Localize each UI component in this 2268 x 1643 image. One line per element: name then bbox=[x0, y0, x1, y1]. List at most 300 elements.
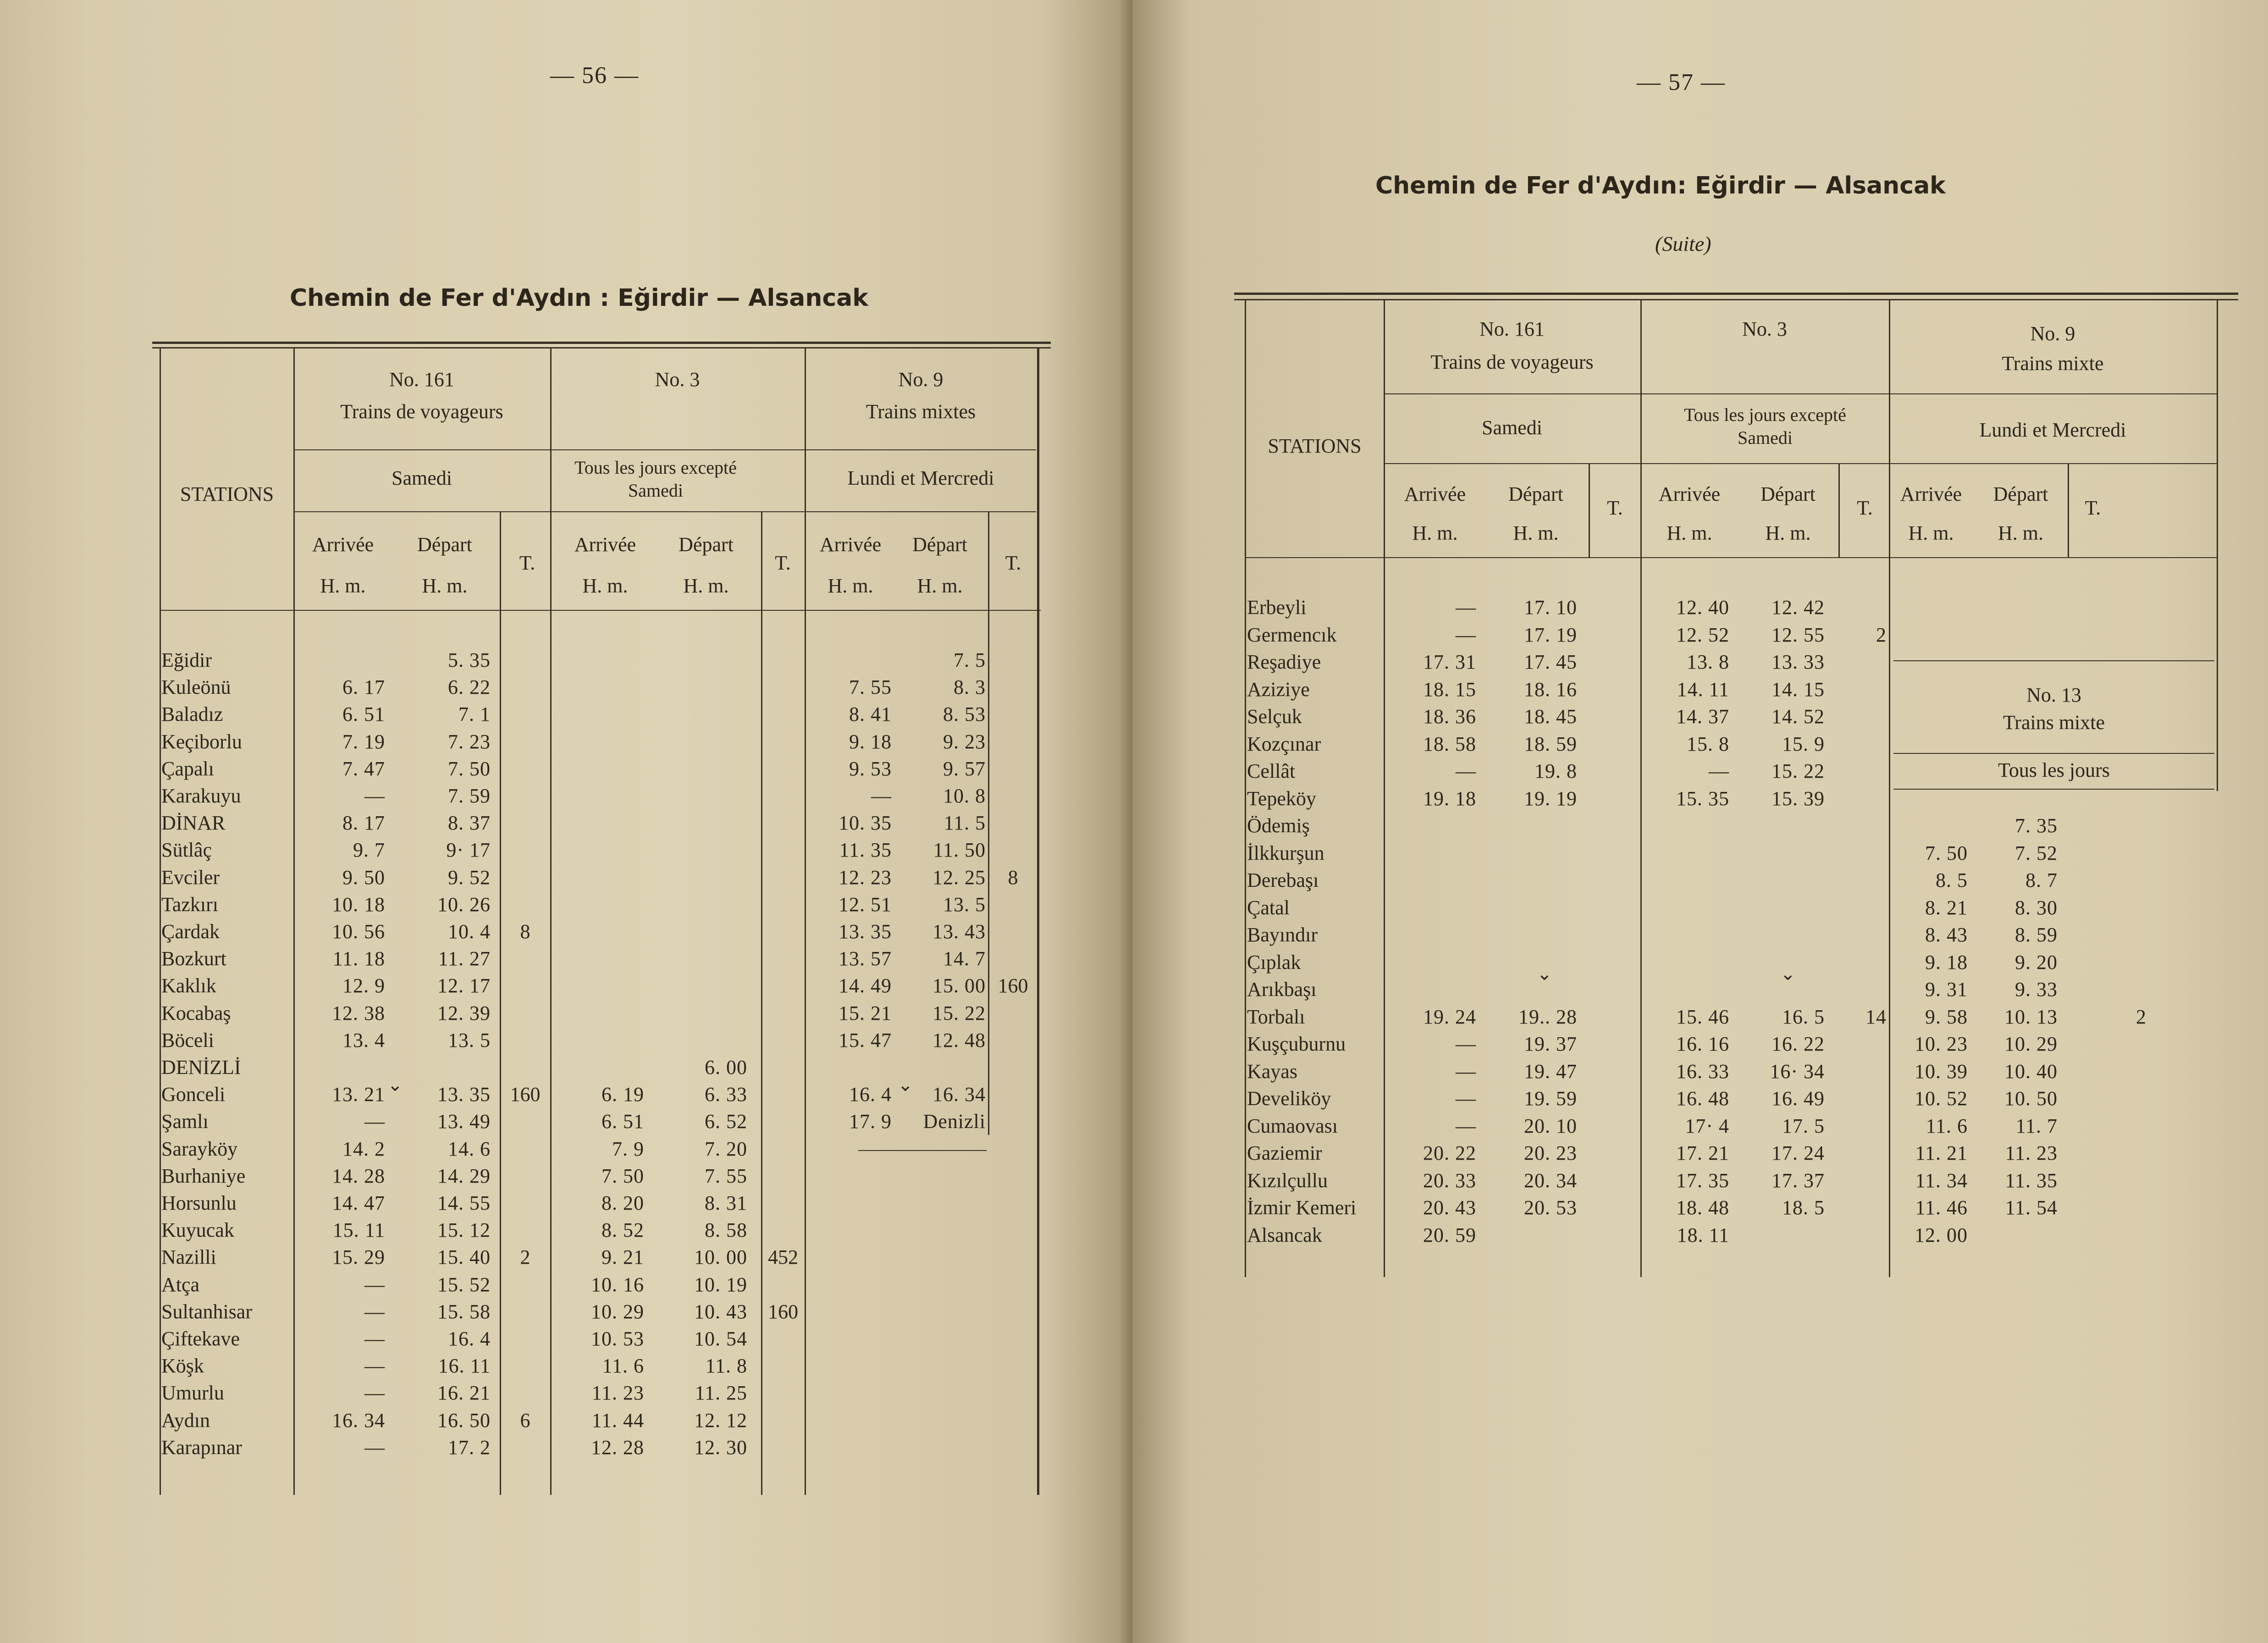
departure-time: 9· 17 bbox=[446, 839, 491, 862]
arrival-time: — bbox=[1456, 596, 1476, 619]
station-name: Selçuk bbox=[1247, 705, 1302, 728]
arrival-time: 10. 29 bbox=[591, 1300, 644, 1323]
departure-time: 12. 48 bbox=[933, 1029, 986, 1051]
dep-header: Départ bbox=[1993, 483, 2048, 505]
arr-header: Arrivée bbox=[312, 533, 374, 556]
station-name: Eğidir bbox=[161, 649, 212, 671]
arrival-time: 17· 4 bbox=[1685, 1114, 1729, 1137]
departure-time: 12. 17 bbox=[437, 974, 491, 997]
departure-time: 14. 52 bbox=[1771, 705, 1825, 728]
col-line bbox=[1384, 300, 1385, 1277]
departure-time: 11. 54 bbox=[2005, 1196, 2058, 1219]
departure-time: 16. 50 bbox=[437, 1409, 491, 1432]
departure-time: 8. 30 bbox=[2015, 896, 2058, 919]
rule bbox=[1893, 660, 2214, 661]
departure-time: 16. 11 bbox=[438, 1355, 491, 1377]
down-arrow-icon: ⌄ bbox=[1537, 963, 1552, 984]
hm-header: H. m. bbox=[320, 575, 366, 597]
arrival-time: 20. 33 bbox=[1423, 1169, 1476, 1192]
arrival-time: 18. 15 bbox=[1423, 678, 1476, 701]
arrival-time: 7. 50 bbox=[601, 1164, 644, 1187]
arrival-time: 8. 5 bbox=[1936, 869, 1968, 891]
arrival-time: 15. 21 bbox=[839, 1001, 892, 1024]
arrival-time: — bbox=[871, 785, 892, 807]
departure-time: 14. 29 bbox=[437, 1164, 491, 1187]
train-13-number: No. 13 bbox=[2026, 684, 2081, 706]
departure-time: 18. 45 bbox=[1524, 705, 1577, 728]
departure-time: 9. 52 bbox=[448, 866, 491, 889]
down-arrow-icon: ⌄ bbox=[898, 1074, 913, 1095]
arrival-time: — bbox=[364, 1273, 385, 1296]
arrival-time: 10. 39 bbox=[1915, 1060, 1968, 1083]
station-name: Evciler bbox=[161, 866, 220, 889]
arrival-time: — bbox=[1456, 1087, 1476, 1110]
col-line bbox=[500, 511, 501, 1495]
station-name: Bayındır bbox=[1247, 924, 1318, 946]
departure-time: 16. 5 bbox=[1782, 1005, 1825, 1028]
arrival-time: 6. 51 bbox=[601, 1110, 644, 1133]
station-name: Arıkbaşı bbox=[1247, 978, 1317, 1001]
station-name: Çiftekave bbox=[161, 1328, 240, 1350]
departure-time: 17. 45 bbox=[1524, 651, 1577, 673]
arrival-time: 12. 51 bbox=[839, 893, 892, 916]
departure-time: 10. 50 bbox=[2004, 1087, 2058, 1110]
days-lundi-mercredi: Lundi et Mercredi bbox=[847, 467, 994, 489]
departure-time: 12. 39 bbox=[437, 1001, 491, 1024]
arrival-time: 13. 57 bbox=[839, 947, 892, 970]
departure-time: 16. 22 bbox=[1771, 1033, 1825, 1055]
arrival-time: 9. 31 bbox=[1925, 978, 1968, 1001]
departure-time: 8. 53 bbox=[943, 703, 986, 726]
departure-time: 13. 5 bbox=[943, 893, 986, 916]
hm-header: H. m. bbox=[1998, 522, 2043, 544]
departure-time: 15. 00 bbox=[933, 974, 986, 997]
col-line bbox=[160, 349, 161, 1495]
departure-time: 18. 5 bbox=[1782, 1196, 1825, 1219]
departure-time: 17. 5 bbox=[1782, 1114, 1825, 1137]
arrival-time: 17. 9 bbox=[849, 1110, 892, 1133]
stations-header: STATIONS bbox=[1268, 435, 1362, 457]
station-name: Tazkırı bbox=[161, 893, 218, 916]
arrival-time: 18. 58 bbox=[1423, 732, 1476, 755]
station-name: Karakuyu bbox=[161, 785, 241, 807]
arrival-time: 18. 11 bbox=[1677, 1223, 1729, 1246]
station-name: Kaklık bbox=[161, 974, 216, 997]
departure-time: 8. 3 bbox=[954, 676, 986, 699]
days-except-samedi: Tous les jours excepté Samedi bbox=[1684, 404, 1846, 448]
departure-time: 13. 43 bbox=[933, 920, 986, 943]
arr-header: Arrivée bbox=[819, 533, 882, 556]
station-name: Erbeyli bbox=[1247, 596, 1307, 619]
dep-header: Départ bbox=[1508, 483, 1563, 505]
arrival-time: — bbox=[364, 1382, 385, 1405]
rule bbox=[293, 449, 1036, 450]
station-name: Böceli bbox=[161, 1029, 214, 1051]
arrival-time: 8. 17 bbox=[342, 812, 385, 835]
departure-time: 10. 00 bbox=[694, 1246, 747, 1269]
departure-time: 20. 23 bbox=[1524, 1142, 1577, 1164]
arrival-time: — bbox=[1709, 760, 1729, 782]
station-name: Keçiborlu bbox=[161, 730, 242, 753]
departure-time: 8. 58 bbox=[705, 1219, 747, 1242]
arr-header: Arrivée bbox=[1658, 483, 1721, 505]
arrival-time: — bbox=[1456, 1060, 1476, 1083]
arrival-time: 8. 43 bbox=[1925, 924, 1968, 946]
departure-time: 19. 59 bbox=[1524, 1087, 1577, 1110]
arrival-time: 16. 16 bbox=[1676, 1033, 1729, 1055]
t-value: 452 bbox=[768, 1246, 798, 1269]
suite-label: (Suite) bbox=[1655, 232, 1711, 255]
rule bbox=[1893, 789, 2214, 790]
departure-time: 7. 50 bbox=[448, 757, 491, 780]
arrival-time: 15. 29 bbox=[332, 1246, 385, 1269]
days-samedi: Samedi bbox=[392, 467, 452, 489]
station-name: Sütlâç bbox=[161, 839, 212, 862]
departure-time: 11. 50 bbox=[933, 839, 986, 862]
departure-time: 11. 23 bbox=[2005, 1142, 2058, 1164]
t-header: T. bbox=[1857, 497, 1873, 519]
departure-time: 7. 55 bbox=[705, 1164, 747, 1187]
departure-time: 15. 12 bbox=[437, 1219, 491, 1242]
departure-time: 9. 23 bbox=[943, 730, 986, 753]
departure-time: 16. 4 bbox=[448, 1328, 491, 1350]
arrival-time: 10. 16 bbox=[591, 1273, 644, 1296]
arrival-time: 8. 21 bbox=[1925, 896, 1968, 919]
station-name: Burhaniye bbox=[161, 1164, 246, 1187]
station-name: Baladız bbox=[161, 703, 223, 726]
arrival-time: 11. 21 bbox=[1915, 1142, 1968, 1164]
departure-time: Denizli bbox=[923, 1110, 986, 1133]
col-line bbox=[1838, 463, 1840, 557]
station-name: Kozçınar bbox=[1247, 732, 1321, 755]
arrival-time: 10. 35 bbox=[839, 812, 892, 835]
t-value: 6 bbox=[520, 1409, 530, 1432]
arrival-time: 20. 43 bbox=[1423, 1196, 1476, 1219]
departure-time: 7. 59 bbox=[448, 785, 491, 807]
departure-time: 13. 33 bbox=[1771, 651, 1825, 673]
timetable-title: Chemin de Fer d'Aydın : Eğirdir — Alsancak bbox=[290, 284, 868, 312]
arrival-time: 8. 20 bbox=[601, 1192, 644, 1214]
rule bbox=[160, 610, 1041, 611]
rule bbox=[152, 342, 1051, 344]
station-name: Aziziye bbox=[1247, 678, 1310, 701]
arrival-time: 17. 31 bbox=[1423, 651, 1476, 673]
departure-time: 7. 5 bbox=[954, 649, 986, 671]
col-line bbox=[2217, 300, 2218, 791]
arrival-time: — bbox=[364, 1355, 385, 1377]
col-line bbox=[805, 349, 806, 1495]
arrival-time: 11. 46 bbox=[1915, 1196, 1968, 1219]
arrival-time: 10. 56 bbox=[332, 920, 385, 943]
arrival-time: 10. 52 bbox=[1915, 1087, 1968, 1110]
departure-time: 9. 57 bbox=[943, 757, 986, 780]
arrival-time: 11. 44 bbox=[591, 1409, 644, 1432]
departure-time: 15. 9 bbox=[1782, 732, 1825, 755]
departure-time: 12. 30 bbox=[694, 1436, 747, 1459]
arrival-time: 15. 11 bbox=[332, 1219, 385, 1242]
rule bbox=[152, 347, 1051, 349]
station-name: Gaziemir bbox=[1247, 1142, 1322, 1164]
station-name: Develiköy bbox=[1247, 1087, 1331, 1110]
station-name: İzmir Kemeri bbox=[1247, 1196, 1357, 1219]
departure-time: 9. 20 bbox=[2015, 951, 2058, 974]
arrival-time: 12. 9 bbox=[342, 974, 385, 997]
train-9-number: No. 9 bbox=[898, 368, 944, 391]
stations-header: STATIONS bbox=[180, 483, 274, 505]
departure-time: 17. 19 bbox=[1524, 623, 1577, 646]
t-value: 2 bbox=[520, 1246, 530, 1269]
station-name: Bozkurt bbox=[161, 947, 226, 970]
departure-time: 12. 25 bbox=[933, 866, 986, 889]
arrival-time: 14. 37 bbox=[1676, 705, 1729, 728]
station-name: Çıplak bbox=[1247, 951, 1301, 974]
arrival-time: 11. 6 bbox=[602, 1355, 644, 1377]
hm-header: H. m. bbox=[1908, 522, 1954, 544]
arrival-time: 17. 35 bbox=[1676, 1169, 1729, 1192]
arrival-time: 6. 17 bbox=[342, 676, 385, 699]
col-line bbox=[1589, 463, 1590, 557]
rule bbox=[1893, 753, 2214, 754]
hm-header: H. m. bbox=[1667, 522, 1712, 544]
station-name: Alsancak bbox=[1247, 1223, 1322, 1246]
t-header: T. bbox=[1607, 497, 1623, 519]
arr-header: Arrivée bbox=[1404, 483, 1466, 505]
arrival-time: 7. 47 bbox=[342, 757, 385, 780]
arrival-time: 11. 6 bbox=[1926, 1114, 1968, 1137]
station-name: Kuleönü bbox=[161, 676, 231, 699]
departure-time: 9. 33 bbox=[2015, 978, 2058, 1001]
t-value: 2 bbox=[2136, 1005, 2146, 1028]
arrival-time: 9. 50 bbox=[342, 866, 385, 889]
station-name: Derebaşı bbox=[1247, 869, 1319, 891]
station-name: Çardak bbox=[161, 920, 220, 943]
station-name: Nazilli bbox=[161, 1246, 216, 1269]
departure-time: 7. 52 bbox=[2015, 841, 2058, 864]
arrival-time: 14. 2 bbox=[342, 1137, 385, 1160]
hm-header: H. m. bbox=[683, 575, 729, 597]
arrival-time: 8. 52 bbox=[601, 1219, 644, 1242]
arrival-time: 16. 48 bbox=[1676, 1087, 1729, 1110]
departure-time: 11. 5 bbox=[944, 812, 986, 835]
departure-time: 11. 27 bbox=[438, 947, 491, 970]
departure-time: 11. 8 bbox=[705, 1355, 747, 1377]
arrival-time: 17. 21 bbox=[1676, 1142, 1729, 1164]
station-name: Şamlı bbox=[161, 1110, 209, 1133]
arrival-time: 18. 48 bbox=[1676, 1196, 1729, 1219]
departure-time: 8. 59 bbox=[2015, 924, 2058, 946]
departure-time: 19. 37 bbox=[1524, 1033, 1577, 1055]
train-3-number: No. 3 bbox=[1742, 318, 1787, 340]
page-number: — 56 — bbox=[550, 62, 639, 89]
departure-time: 15. 22 bbox=[1771, 760, 1825, 782]
hm-header: H. m. bbox=[582, 575, 628, 597]
station-name: Reşadiye bbox=[1247, 651, 1321, 673]
arrival-time: — bbox=[1456, 1033, 1476, 1055]
arrival-time: 12. 52 bbox=[1676, 623, 1729, 646]
station-name: Karapınar bbox=[161, 1436, 242, 1459]
arrival-time: 16. 33 bbox=[1676, 1060, 1729, 1083]
arrival-time: 13. 8 bbox=[1687, 651, 1729, 673]
arrival-time: 10. 23 bbox=[1915, 1033, 1968, 1055]
arrival-time: 12. 40 bbox=[1676, 596, 1729, 619]
departure-time: 19.. 28 bbox=[1518, 1005, 1577, 1028]
arrival-time: 8. 41 bbox=[849, 703, 892, 726]
departure-time: 15. 39 bbox=[1771, 787, 1825, 810]
arrival-time: 15. 8 bbox=[1687, 732, 1729, 755]
arrival-time: — bbox=[364, 1328, 385, 1350]
station-name: Kuyucak bbox=[161, 1219, 234, 1242]
departure-time: 16. 49 bbox=[1771, 1087, 1825, 1110]
departure-time: 18. 59 bbox=[1524, 732, 1577, 755]
days-samedi: Samedi bbox=[1482, 416, 1542, 439]
departure-time: 15. 52 bbox=[437, 1273, 491, 1296]
arrival-time: 14. 28 bbox=[332, 1164, 385, 1187]
col-line bbox=[550, 349, 552, 1495]
col-line bbox=[1245, 300, 1246, 1277]
dep-header: Départ bbox=[417, 533, 472, 556]
arrival-time: — bbox=[364, 1436, 385, 1459]
rule bbox=[1384, 463, 2218, 464]
col-line bbox=[2068, 463, 2069, 557]
departure-time: 13. 49 bbox=[437, 1110, 491, 1133]
station-name: Kuşçuburnu bbox=[1247, 1033, 1346, 1055]
t-value: 160 bbox=[998, 974, 1028, 997]
arrival-time: 15. 35 bbox=[1676, 787, 1729, 810]
arrival-time: 10. 18 bbox=[332, 893, 385, 916]
days-lundi-mercredi: Lundi et Mercredi bbox=[1979, 419, 2126, 441]
station-name: Çapalı bbox=[161, 757, 214, 780]
arrival-time: 14. 47 bbox=[332, 1192, 385, 1214]
arrival-time: 7. 19 bbox=[342, 730, 385, 753]
departure-time: 17. 24 bbox=[1771, 1142, 1825, 1164]
station-name: Gonceli bbox=[161, 1083, 226, 1106]
departure-time: 12. 12 bbox=[694, 1409, 747, 1432]
departure-time: 15. 40 bbox=[437, 1246, 491, 1269]
page-57 bbox=[1132, 0, 2268, 1643]
arrival-time: 10. 53 bbox=[591, 1328, 644, 1350]
down-arrow-icon: ⌄ bbox=[1780, 963, 1796, 984]
station-name: Atça bbox=[161, 1273, 200, 1296]
rule bbox=[1384, 393, 2218, 394]
arrival-time: 7. 55 bbox=[849, 676, 892, 699]
station-name: Köşk bbox=[161, 1355, 204, 1377]
departure-time: 13. 5 bbox=[448, 1029, 491, 1051]
station-name: Sarayköy bbox=[161, 1137, 238, 1160]
dep-header: Départ bbox=[1760, 483, 1816, 505]
rule bbox=[1246, 557, 2218, 558]
train-13-type: Trains mixte bbox=[2003, 711, 2105, 734]
station-name: Torbalı bbox=[1247, 1005, 1305, 1028]
departure-time: 8. 31 bbox=[705, 1192, 747, 1214]
arrival-time: 12. 00 bbox=[1915, 1223, 1968, 1246]
departure-time: 14. 6 bbox=[448, 1137, 491, 1160]
t-value: 2 bbox=[1876, 623, 1887, 646]
arrival-time: 11. 23 bbox=[591, 1382, 644, 1405]
departure-time: 16. 21 bbox=[437, 1382, 491, 1405]
train-161-type: Trains de voyageurs bbox=[340, 400, 503, 423]
arrival-time: 11. 34 bbox=[1915, 1169, 1968, 1192]
col-line bbox=[988, 511, 989, 1135]
arrival-time: 9. 18 bbox=[849, 730, 892, 753]
departure-time: 19. 19 bbox=[1524, 787, 1577, 810]
departure-time: 16· 34 bbox=[1770, 1060, 1825, 1083]
arrival-time: 13. 35 bbox=[839, 920, 892, 943]
departure-time: 6. 33 bbox=[705, 1083, 747, 1106]
departure-time: 8. 37 bbox=[448, 812, 491, 835]
departure-time: 20. 34 bbox=[1524, 1169, 1577, 1192]
departure-time: 16. 34 bbox=[933, 1083, 986, 1106]
arrival-time: 16. 34 bbox=[332, 1409, 385, 1432]
departure-time: 19. 8 bbox=[1534, 760, 1577, 782]
arrival-time: — bbox=[1456, 1114, 1476, 1137]
arrival-time: 12. 38 bbox=[332, 1001, 385, 1024]
departure-time: 15. 58 bbox=[437, 1300, 491, 1323]
departure-time: 15. 22 bbox=[933, 1001, 986, 1024]
arrival-time: 7. 9 bbox=[612, 1137, 644, 1160]
hm-header: H. m. bbox=[1513, 522, 1559, 544]
departure-time: 14. 7 bbox=[943, 947, 986, 970]
departure-time: 7. 23 bbox=[448, 730, 491, 753]
dep-header: Départ bbox=[679, 533, 734, 556]
arrival-time: 20. 22 bbox=[1423, 1142, 1476, 1164]
arr-header: Arrivée bbox=[574, 533, 636, 556]
departure-time: 10. 19 bbox=[694, 1273, 747, 1296]
arrival-time: 9. 58 bbox=[1925, 1005, 1968, 1028]
station-name: Çatal bbox=[1247, 896, 1290, 919]
departure-time: 6. 22 bbox=[448, 676, 491, 699]
departure-time: 6. 00 bbox=[705, 1056, 747, 1079]
t-value: 8 bbox=[520, 920, 530, 943]
station-name: Tepeköy bbox=[1247, 787, 1316, 810]
departure-time: 20. 10 bbox=[1524, 1114, 1577, 1137]
arrival-time: 12. 23 bbox=[839, 866, 892, 889]
departure-time: 10. 43 bbox=[694, 1300, 747, 1323]
departure-time: 19. 47 bbox=[1524, 1060, 1577, 1083]
hm-header: H. m. bbox=[1412, 522, 1458, 544]
page-56 bbox=[0, 0, 1132, 1643]
hm-header: H. m. bbox=[917, 575, 963, 597]
departure-time: 14. 15 bbox=[1771, 678, 1825, 701]
arrival-time: — bbox=[1456, 623, 1476, 646]
arrival-time: 16. 4 bbox=[849, 1083, 892, 1106]
rule bbox=[293, 511, 1036, 512]
t-value: 8 bbox=[1008, 866, 1018, 889]
arrival-time: 14. 11 bbox=[1677, 678, 1729, 701]
departure-time: 14. 55 bbox=[437, 1192, 491, 1214]
arrival-time: 9. 53 bbox=[849, 757, 892, 780]
train-161-type: Trains de voyageurs bbox=[1430, 351, 1594, 373]
col-line bbox=[1037, 349, 1039, 1495]
departure-time: 7. 20 bbox=[705, 1137, 747, 1160]
departure-time: 20. 53 bbox=[1524, 1196, 1577, 1219]
dep-header: Départ bbox=[912, 533, 967, 556]
col-line bbox=[293, 349, 295, 1495]
departure-time: 8. 7 bbox=[2025, 869, 2058, 891]
arrival-time: 15. 46 bbox=[1676, 1005, 1729, 1028]
departure-time: 13. 35 bbox=[437, 1083, 491, 1106]
train-161-number: No. 161 bbox=[1479, 318, 1545, 340]
t-value: 160 bbox=[510, 1083, 541, 1106]
departure-time: 11. 7 bbox=[2015, 1114, 2058, 1137]
station-name: Kocabaş bbox=[161, 1001, 231, 1024]
arrival-time: 9. 21 bbox=[601, 1246, 644, 1269]
rule bbox=[858, 1150, 987, 1151]
station-name: Umurlu bbox=[161, 1382, 224, 1405]
arrival-time: 11. 18 bbox=[332, 947, 385, 970]
arrival-time: 9. 7 bbox=[353, 839, 385, 862]
t-value: 14 bbox=[1865, 1005, 1887, 1028]
t-value: 160 bbox=[768, 1300, 798, 1323]
